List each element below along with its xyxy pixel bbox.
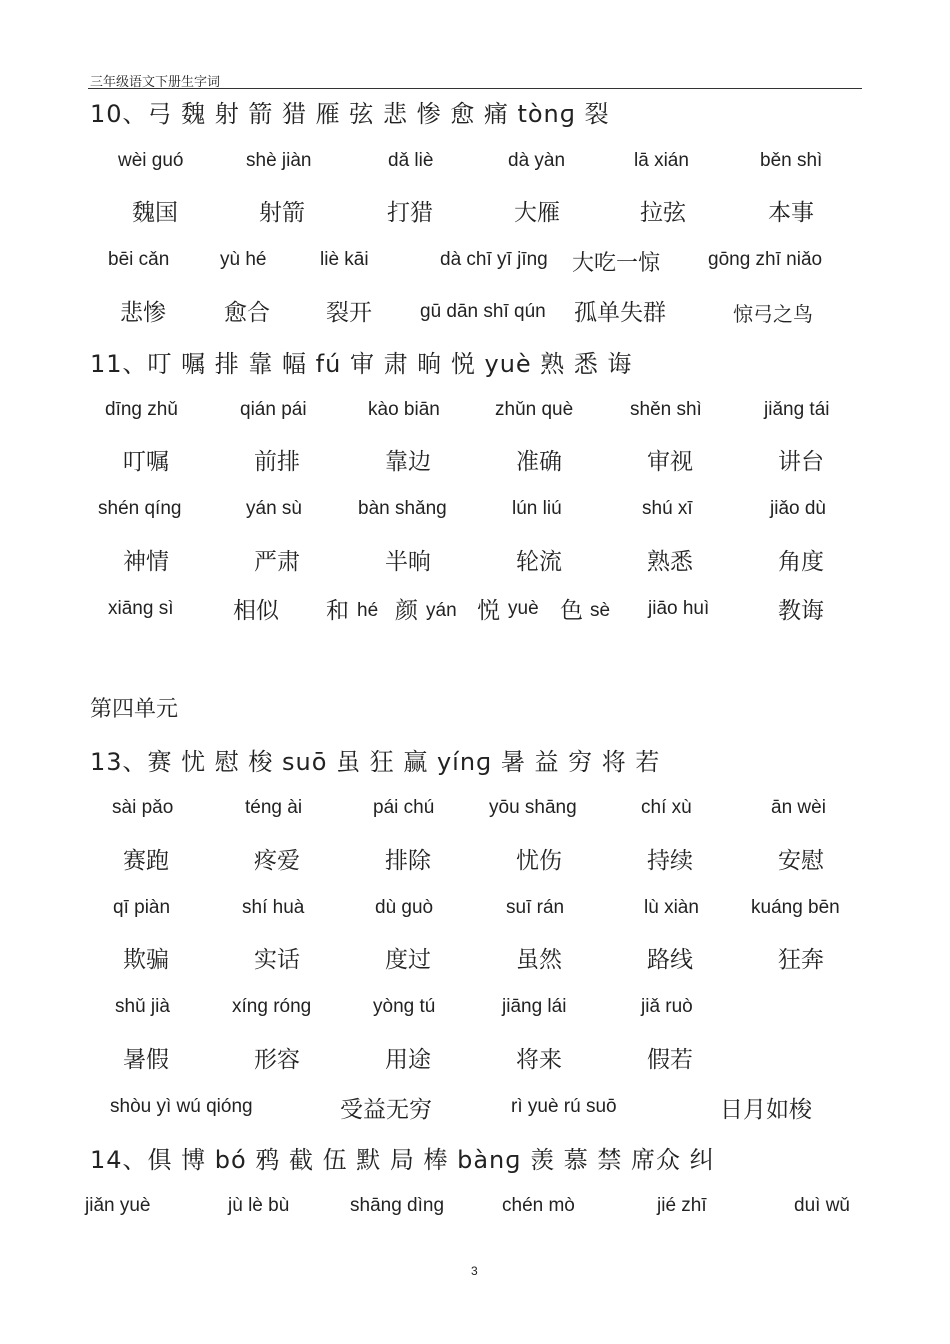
- pinyin: dīng zhǔ: [105, 399, 178, 420]
- pinyin: jié zhī: [657, 1195, 707, 1216]
- pinyin: dù guò: [375, 897, 434, 918]
- word: 虽然: [516, 947, 562, 973]
- word: 颜: [395, 598, 418, 624]
- pinyin: chí xù: [641, 797, 692, 818]
- word: 欺骗: [123, 947, 169, 973]
- word: 神情: [123, 549, 169, 575]
- pinyin: shú xī: [642, 498, 693, 519]
- pinyin: wèi guó: [118, 150, 184, 171]
- pinyin: dǎ liè: [388, 150, 434, 171]
- word: 日月如梭: [720, 1097, 812, 1123]
- word: 悦: [477, 598, 500, 624]
- pinyin: běn shì: [760, 150, 823, 171]
- pinyin: shè jiàn: [246, 150, 312, 171]
- pinyin: jiǎng tái: [764, 399, 830, 420]
- lesson-11-chars: 11、叮 嘱 排 靠 幅 fú 审 肃 晌 悦 yuè 熟 悉 诲: [90, 350, 633, 378]
- word: 教诲: [778, 598, 824, 624]
- pinyin: jù lè bù: [228, 1195, 290, 1216]
- pinyin: yuè: [508, 598, 539, 619]
- word: 大吃一惊: [572, 251, 661, 276]
- section-title: 第四单元: [90, 697, 179, 722]
- word: 用途: [385, 1047, 431, 1073]
- word: 排除: [385, 848, 431, 874]
- pinyin: téng ài: [245, 797, 303, 818]
- pinyin: yán: [426, 600, 457, 621]
- pinyin: yōu shāng: [489, 797, 577, 818]
- word: 准确: [516, 449, 562, 475]
- word: 严肃: [254, 549, 300, 575]
- word: 忧伤: [516, 848, 562, 874]
- page-number: 3: [471, 1264, 478, 1278]
- word: 疼爱: [254, 848, 300, 874]
- pinyin: suī rán: [506, 897, 565, 918]
- word: 角度: [778, 549, 824, 575]
- pinyin: yòng tú: [373, 996, 436, 1017]
- word: 安慰: [778, 848, 824, 874]
- lesson-10-chars: 10、弓 魏 射 箭 猎 雁 弦 悲 惨 愈 痛 tònɡ 裂: [90, 100, 610, 128]
- word: 暑假: [123, 1047, 169, 1073]
- pinyin: shěn shì: [630, 399, 702, 420]
- pinyin: qián pái: [240, 399, 307, 420]
- pinyin: bàn shǎng: [358, 498, 447, 519]
- pinyin: xiāng sì: [108, 598, 174, 619]
- word: 将来: [516, 1047, 562, 1073]
- pinyin: lā xián: [634, 150, 689, 171]
- pinyin: shǔ jià: [115, 996, 170, 1017]
- pinyin: chén mò: [502, 1195, 575, 1216]
- word: 孤单失群: [574, 300, 666, 326]
- pinyin: liè kāi: [320, 249, 369, 270]
- pinyin: duì wǔ: [794, 1195, 850, 1216]
- pinyin: jiǎo dù: [770, 498, 826, 519]
- word: 靠边: [385, 449, 431, 475]
- word: 狂奔: [778, 947, 824, 973]
- pinyin: zhǔn què: [495, 399, 574, 420]
- pinyin: yán sù: [246, 498, 302, 519]
- lesson-13-chars: 13、赛 忧 慰 梭 suō 虽 狂 赢 yínɡ 暑 益 穷 将 若: [90, 748, 661, 776]
- word: 惊弓之鸟: [733, 302, 813, 326]
- pinyin: jiāng lái: [502, 996, 567, 1017]
- word: 形容: [254, 1047, 300, 1073]
- word: 悲惨: [120, 300, 166, 326]
- pinyin: pái chú: [373, 797, 435, 818]
- pinyin: yù hé: [220, 249, 267, 270]
- pinyin: shí huà: [242, 897, 305, 918]
- word: 审视: [647, 449, 693, 475]
- word: 讲台: [778, 449, 824, 475]
- pinyin: lù xiàn: [644, 897, 699, 918]
- word: 叮嘱: [123, 449, 169, 475]
- word: 赛跑: [123, 848, 169, 874]
- pinyin: kuáng bēn: [751, 897, 840, 918]
- word: 魏国: [132, 200, 178, 226]
- word: 路线: [647, 947, 693, 973]
- word: 色: [560, 598, 583, 624]
- pinyin: bēi cǎn: [108, 249, 170, 270]
- word: 大雁: [514, 200, 560, 226]
- word: 度过: [385, 947, 431, 973]
- word: 持续: [647, 848, 693, 874]
- word: 熟悉: [647, 549, 693, 575]
- pinyin: jiǎn yuè: [85, 1195, 151, 1216]
- pinyin: qī piàn: [113, 897, 171, 918]
- word: 前排: [254, 449, 300, 475]
- pinyin: shòu yì wú qióng: [110, 1096, 253, 1117]
- pinyin: kào biān: [368, 399, 440, 420]
- word: 打猎: [387, 200, 433, 226]
- pinyin: dà chī yī jīng: [440, 249, 548, 270]
- pinyin: dà yàn: [508, 150, 566, 171]
- pinyin: shén qíng: [98, 498, 182, 519]
- word: 拉弦: [640, 200, 686, 226]
- pinyin: rì yuè rú suō: [511, 1096, 617, 1117]
- word: 射箭: [259, 200, 305, 226]
- pinyin: sè: [590, 600, 611, 621]
- word: 半晌: [385, 549, 431, 575]
- pinyin: lún liú: [512, 498, 562, 519]
- pinyin: gōng zhī niǎo: [708, 249, 823, 270]
- lesson-14-chars: 14、俱 博 bó 鸦 截 伍 默 局 棒 bànɡ 羡 慕 禁 席众 纠: [90, 1146, 715, 1174]
- header-rule: [88, 88, 862, 89]
- pinyin: hé: [357, 600, 379, 621]
- word: 本事: [768, 200, 814, 226]
- pinyin: jiāo huì: [648, 598, 710, 619]
- word: 相似: [233, 598, 279, 624]
- word: 和: [326, 598, 349, 624]
- pinyin: gū dān shī qún: [420, 301, 546, 322]
- pinyin: ān wèi: [771, 797, 826, 818]
- pinyin: shāng dìng: [350, 1195, 445, 1216]
- pinyin: sài pǎo: [112, 797, 174, 818]
- word: 愈合: [224, 300, 270, 326]
- word: 假若: [647, 1047, 693, 1073]
- word: 实话: [254, 947, 300, 973]
- word: 轮流: [516, 549, 562, 575]
- word: 受益无穷: [340, 1097, 432, 1123]
- page-header: 三年级语文下册生字词: [90, 75, 221, 90]
- word: 裂开: [326, 300, 372, 326]
- pinyin: jiǎ ruò: [641, 996, 693, 1017]
- pinyin: xíng róng: [232, 996, 312, 1017]
